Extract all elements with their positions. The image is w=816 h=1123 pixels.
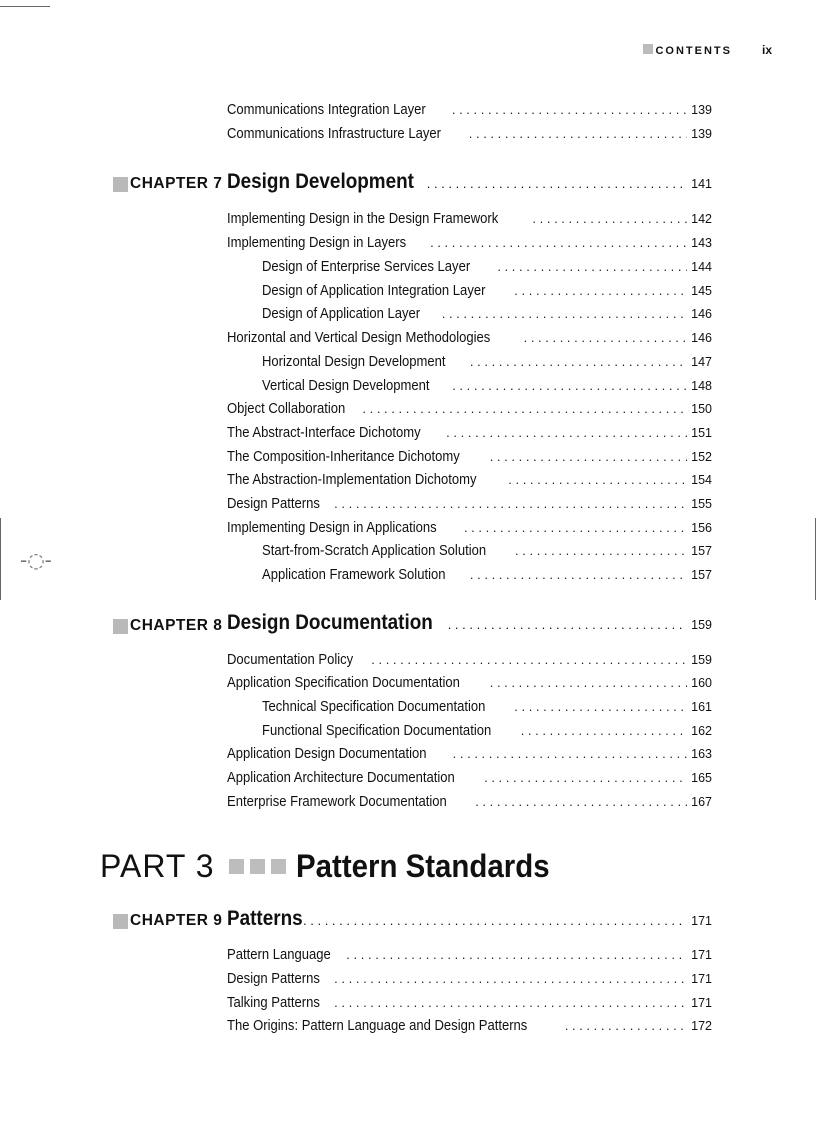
toc-entry-title: Functional Specification Documentation (262, 723, 492, 739)
chapter-page: 171 (691, 914, 712, 928)
part-label: PART 3 (100, 848, 215, 884)
leader-dots (484, 769, 687, 787)
toc-entry-title: Design Patterns (227, 971, 320, 987)
leader-dots (334, 994, 687, 1012)
toc-entry[interactable] (227, 994, 712, 1012)
leader-dots (521, 722, 687, 740)
toc-entry-title: Enterprise Framework Documentation (227, 794, 447, 810)
toc-entry-page: 167 (691, 795, 712, 809)
square-bullet-icon (113, 914, 128, 929)
toc-entry-page: 145 (691, 284, 712, 298)
toc-entry-page: 171 (691, 972, 712, 986)
leader-dots (470, 353, 687, 371)
toc-entry-page: 161 (691, 700, 712, 714)
toc-entry-page: 139 (691, 103, 712, 117)
toc-entry-page: 160 (691, 676, 712, 690)
leader-dots (334, 970, 687, 988)
toc-entry-title: Implementing Design in Applications (227, 520, 437, 536)
toc-entry[interactable] (227, 101, 712, 119)
toc-entry-title: Horizontal Design Development (262, 354, 446, 370)
leader-dots (452, 101, 687, 119)
toc-entry-page: 154 (691, 473, 712, 487)
leader-dots (346, 946, 687, 964)
toc-entry-page: 139 (691, 127, 712, 141)
leader-dots (334, 495, 687, 513)
toc-entry-page: 157 (691, 568, 712, 582)
toc-entry-title: Implementing Design in the Design Framework (227, 211, 499, 227)
toc-entry[interactable] (227, 970, 712, 988)
chapter-title: Design Development (227, 170, 414, 193)
toc-subentry[interactable] (262, 542, 712, 560)
running-head-section: CONTENTS (655, 45, 732, 57)
leader-dots (430, 234, 687, 252)
toc-entry-title: The Abstraction-Implementation Dichotomy (227, 472, 477, 488)
leader-dots (362, 400, 687, 418)
toc-entry-page: 159 (691, 653, 712, 667)
chapter-label: CHAPTER 7 (113, 175, 222, 193)
toc-entry[interactable] (227, 651, 712, 669)
leader-dots (497, 258, 687, 276)
leader-dots (514, 698, 687, 716)
toc-subentry[interactable] (262, 377, 712, 395)
toc-entry-page: 171 (691, 948, 712, 962)
square-bullet-icon (113, 619, 128, 634)
leader-dots (524, 329, 688, 347)
leader-dots (508, 471, 687, 489)
toc-entry-title: Design Patterns (227, 496, 320, 512)
toc-entry[interactable] (227, 946, 712, 964)
toc-subentry[interactable] (262, 722, 712, 740)
toc-entry-title: Vertical Design Development (262, 378, 430, 394)
toc-entry[interactable] (227, 329, 712, 347)
leader-dots (446, 424, 687, 442)
part-title: Pattern Standards (295, 848, 550, 884)
toc-entry[interactable] (227, 125, 712, 143)
toc-entry-page: 152 (691, 450, 712, 464)
toc-entry[interactable] (227, 519, 712, 537)
leader-dots (453, 745, 687, 763)
crop-mark (0, 6, 50, 7)
running-head (643, 43, 772, 57)
leader-dots (448, 617, 687, 632)
square-bullet-icon (271, 859, 286, 874)
toc-entry-title: Pattern Language (227, 947, 331, 963)
toc-entry-title: The Origins: Pattern Language and Design Patterns (227, 1018, 528, 1034)
toc-entry-page: 148 (691, 379, 712, 393)
toc-entry-page: 142 (691, 212, 712, 226)
leader-dots (303, 913, 687, 928)
toc-entry-page: 171 (691, 996, 712, 1010)
toc-entry-page: 151 (691, 426, 712, 440)
toc-entry-page: 163 (691, 747, 712, 761)
toc-entry[interactable] (227, 471, 712, 489)
chapter-title: Design Documentation (227, 611, 433, 634)
toc-entry-title: Communications Infrastructure Layer (227, 126, 441, 142)
leader-dots (515, 542, 687, 560)
toc-entry[interactable] (227, 210, 712, 228)
leader-dots (464, 519, 687, 537)
toc-subentry[interactable] (262, 353, 712, 371)
registration-mark-icon: -◌- (20, 548, 52, 572)
chapter-heading[interactable] (227, 611, 712, 635)
toc-entry[interactable] (227, 448, 712, 466)
toc-entry-page: 147 (691, 355, 712, 369)
part-heading (100, 848, 571, 885)
square-bullet-icon (250, 859, 265, 874)
toc-entry[interactable] (227, 1017, 712, 1035)
toc-subentry[interactable] (262, 698, 712, 716)
toc-entry-title: Application Design Documentation (227, 746, 427, 762)
toc-entry-title: Application Architecture Documentation (227, 770, 455, 786)
toc-entry-title: Object Collaboration (227, 401, 346, 417)
toc-entry-page: 146 (691, 307, 712, 321)
toc-entry-page: 156 (691, 521, 712, 535)
leader-dots (490, 448, 687, 466)
toc-entry-title: The Composition-Inheritance Dichotomy (227, 449, 460, 465)
toc-entry-title: Talking Patterns (227, 995, 320, 1011)
toc-entry-page: 155 (691, 497, 712, 511)
toc-entry-page: 144 (691, 260, 712, 274)
chapter-page: 159 (691, 618, 712, 632)
toc-entry-title: Start-from-Scratch Application Solution (262, 543, 487, 559)
toc-entry-page: 143 (691, 236, 712, 250)
toc-entry[interactable] (227, 793, 712, 811)
toc-entry[interactable] (227, 234, 712, 252)
toc-entry-title: Documentation Policy (227, 652, 354, 668)
toc-entry[interactable] (227, 674, 712, 692)
toc-entry-title: Application Framework Solution (262, 567, 446, 583)
toc-entry-title: Design of Application Layer (262, 306, 421, 322)
leader-dots (514, 282, 687, 300)
toc-entry-page: 146 (691, 331, 712, 345)
leader-dots (442, 305, 687, 323)
square-bullet-icon (643, 44, 653, 54)
toc-subentry[interactable] (262, 258, 712, 276)
square-bullet-icon (229, 859, 244, 874)
toc-subentry[interactable] (262, 305, 712, 323)
toc-subentry[interactable] (262, 282, 712, 300)
page-edge-left (0, 518, 1, 600)
chapter-page: 141 (691, 177, 712, 191)
toc-entry-title: Implementing Design in Layers (227, 235, 407, 251)
leader-dots (475, 793, 687, 811)
page-number: ix (761, 43, 772, 57)
chapter-heading[interactable] (227, 170, 712, 194)
leader-dots (427, 176, 687, 191)
toc-entry[interactable] (227, 495, 712, 513)
leader-dots (452, 377, 687, 395)
toc-entry-page: 150 (691, 402, 712, 416)
chapter-heading[interactable] (227, 907, 712, 931)
leader-dots (565, 1017, 687, 1035)
toc-entry-page: 157 (691, 544, 712, 558)
toc-subentry[interactable] (262, 566, 712, 584)
chapter-title: Patterns (227, 907, 303, 930)
chapter-label: CHAPTER 9 (113, 912, 222, 930)
leader-dots (371, 651, 687, 669)
toc-entry[interactable] (227, 745, 712, 763)
toc-entry[interactable] (227, 424, 712, 442)
toc-entry-page: 172 (691, 1019, 712, 1033)
toc-entry[interactable] (227, 769, 712, 787)
toc-entry-title: Design of Enterprise Services Layer (262, 259, 471, 275)
toc-entry-title: Horizontal and Vertical Design Methodologies (227, 330, 491, 346)
toc-entry-page: 162 (691, 724, 712, 738)
toc-entry[interactable] (227, 400, 712, 418)
toc-entry-title: Application Specification Documentation (227, 675, 460, 691)
toc-entry-title: The Abstract-Interface Dichotomy (227, 425, 421, 441)
toc-entry-title: Communications Integration Layer (227, 102, 426, 118)
chapter-label: CHAPTER 8 (113, 617, 222, 635)
toc-entry-title: Technical Specification Documentation (262, 699, 486, 715)
toc-entry-title: Design of Application Integration Layer (262, 283, 486, 299)
leader-dots (469, 125, 687, 143)
toc-entry-page: 165 (691, 771, 712, 785)
leader-dots (470, 566, 687, 584)
square-bullet-icon (113, 177, 128, 192)
leader-dots (490, 674, 687, 692)
leader-dots (532, 210, 687, 228)
